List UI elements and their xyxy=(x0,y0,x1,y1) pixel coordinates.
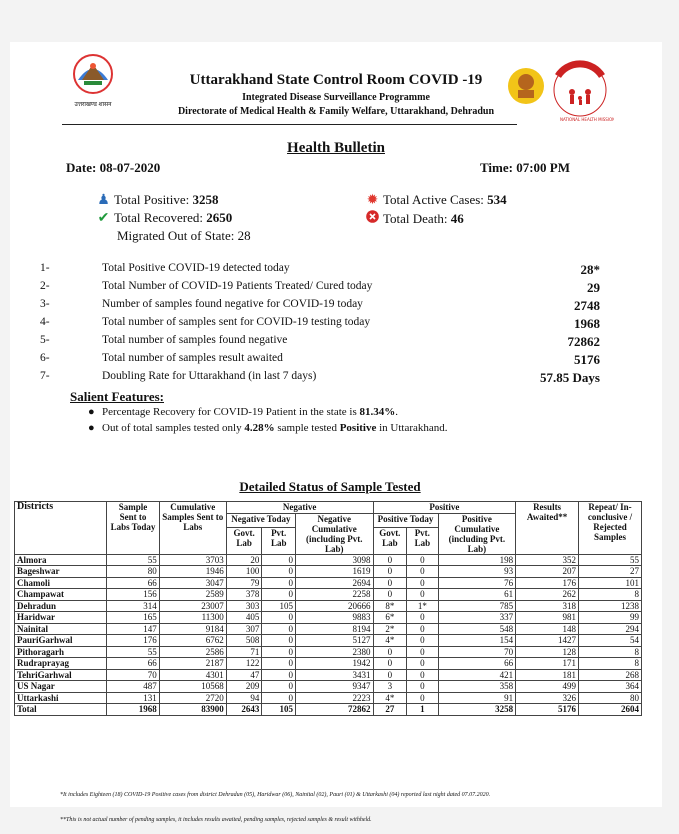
table-row xyxy=(15,554,642,566)
table-cell: 0 xyxy=(373,658,407,670)
table-cell: 105 xyxy=(262,600,296,612)
table-cell: 2589 xyxy=(159,589,226,601)
list-value: 2748 xyxy=(574,298,600,313)
footnote-1: *It includes Eighteen (18) COVID-19 Positive cases from district Dehradun (05), Haridwar (06), Nainital (02), Pauri (01) & Uttarkashi (04) reported last night dated 07.07.2020. xyxy=(60,792,491,798)
table-cell: 66 xyxy=(107,658,159,670)
header-title: Uttarakhand State Control Room COVID -19 xyxy=(189,72,483,88)
table-cell: 1968 xyxy=(107,704,159,716)
table-cell: 0 xyxy=(262,577,296,589)
list-label: Total number of samples result awaited xyxy=(102,352,283,364)
table-cell: 165 xyxy=(107,612,159,624)
table-cell: 262 xyxy=(516,589,579,601)
table-cell: 5176 xyxy=(516,704,579,716)
table-cell: 181 xyxy=(516,669,579,681)
table-row xyxy=(15,635,642,647)
list-label: Total Number of COVID-19 Patients Treated/ Cured today xyxy=(102,280,373,292)
sample-status-table xyxy=(14,501,642,716)
table-cell: 0 xyxy=(407,623,438,635)
table-cell: 3 xyxy=(373,681,407,693)
table-row xyxy=(15,669,642,681)
table-cell: 337 xyxy=(438,612,516,624)
list-value: 72862 xyxy=(567,334,600,349)
list-item xyxy=(40,334,600,352)
table-cell: 326 xyxy=(516,692,579,704)
table-cell: 71 xyxy=(226,646,262,658)
list-value: 28* xyxy=(580,262,600,277)
total-positive xyxy=(96,192,219,209)
col-pos-pvt-lab: Pvt. Lab xyxy=(407,528,438,555)
col-pos-govt-lab: Govt. Lab xyxy=(373,528,407,555)
col-repeat: Repeat/ In-conclusive / Rejected Samples xyxy=(579,502,642,555)
table-cell: 5127 xyxy=(295,635,373,647)
table-cell: 91 xyxy=(438,692,516,704)
district-name: Dehradun xyxy=(15,600,107,612)
table-cell: 268 xyxy=(579,669,642,681)
bulletin-heading: Health Bulletin xyxy=(287,140,385,156)
table-cell: 93 xyxy=(438,566,516,578)
list-value: 1968 xyxy=(574,316,600,331)
table-row xyxy=(15,623,642,635)
header-subtitle: Integrated Disease Surveillance Programme xyxy=(242,92,430,103)
bulletin-date: Date: 08-07-2020 xyxy=(66,160,161,175)
table-cell: 20666 xyxy=(295,600,373,612)
table-cell: 176 xyxy=(516,577,579,589)
table-cell: 0 xyxy=(373,566,407,578)
table-cell: 2694 xyxy=(295,577,373,589)
footnote-2: **This is not actual number of pending samples, it includes results awaited, pending samples, rejected samples & result withheld. xyxy=(60,817,372,823)
table-cell: 303 xyxy=(226,600,262,612)
list-label: Total number of samples found negative xyxy=(102,334,288,346)
table-cell: 20 xyxy=(226,554,262,566)
table-cell: 0 xyxy=(262,623,296,635)
table-cell: 147 xyxy=(107,623,159,635)
table-cell: 487 xyxy=(107,681,159,693)
table-cell: 128 xyxy=(516,646,579,658)
table-cell: 1* xyxy=(407,600,438,612)
table-row xyxy=(15,600,642,612)
table-cell: 209 xyxy=(226,681,262,693)
table-cell: 122 xyxy=(226,658,262,670)
header-divider xyxy=(62,124,517,125)
table-row xyxy=(15,658,642,670)
person-add-icon: ♟ xyxy=(97,193,110,208)
table-cell: 176 xyxy=(107,635,159,647)
list-label: Doubling Rate for Uttarakhand (in last 7 days) xyxy=(102,370,317,382)
table-cell: 0 xyxy=(407,577,438,589)
table-cell: 0 xyxy=(373,669,407,681)
table-cell: 131 xyxy=(107,692,159,704)
list-number: 1- xyxy=(40,262,50,274)
table-cell: 61 xyxy=(438,589,516,601)
table-cell: 0 xyxy=(407,554,438,566)
col-positive-today: Positive Today xyxy=(373,513,438,528)
total-recovered xyxy=(96,210,232,227)
bulletin-page xyxy=(10,42,662,823)
table-cell: 3258 xyxy=(438,704,516,716)
table-cell: 79 xyxy=(226,577,262,589)
total-death-label: Total Death: xyxy=(383,211,451,226)
table-cell: 9883 xyxy=(295,612,373,624)
table-cell: 981 xyxy=(516,612,579,624)
list-value: 57.85 Days xyxy=(540,370,600,385)
col-sample-sent: Sample Sent to Labs Today xyxy=(107,502,159,555)
table-cell: 171 xyxy=(516,658,579,670)
table-cell: 66 xyxy=(438,658,516,670)
table-cell: 83900 xyxy=(159,704,226,716)
list-item xyxy=(40,262,600,280)
emblem-caption: उत्तराखण्ड शासन xyxy=(74,102,112,108)
list-number: 2- xyxy=(40,280,50,292)
table-row xyxy=(15,577,642,589)
list-value: 5176 xyxy=(574,352,600,367)
salient-item: ● Percentage Recovery for COVID-19 Patient in the state is 81.34%. xyxy=(88,406,399,418)
table-cell: 3703 xyxy=(159,554,226,566)
table-cell: 3098 xyxy=(295,554,373,566)
table-cell: 8* xyxy=(373,600,407,612)
col-cumulative: Cumulative Samples Sent to Labs xyxy=(159,502,226,555)
header-directorate: Directorate of Medical Health & Family Welfare, Uttarakhand, Dehradun xyxy=(177,106,495,117)
table-cell: 2720 xyxy=(159,692,226,704)
table-cell: 105 xyxy=(262,704,296,716)
table-cell: 358 xyxy=(438,681,516,693)
table-cell: 378 xyxy=(226,589,262,601)
list-item xyxy=(40,370,600,388)
table-cell: 1238 xyxy=(579,600,642,612)
list-number: 6- xyxy=(40,352,50,364)
table-cell: 99 xyxy=(579,612,642,624)
table-cell: 0 xyxy=(407,589,438,601)
table-cell: 2586 xyxy=(159,646,226,658)
table-cell: 9347 xyxy=(295,681,373,693)
table-cell: 2* xyxy=(373,623,407,635)
total-positive-value: 3258 xyxy=(192,192,219,207)
table-cell: 6* xyxy=(373,612,407,624)
table-cell: 8 xyxy=(579,646,642,658)
table-cell: 364 xyxy=(579,681,642,693)
table-cell: 27 xyxy=(373,704,407,716)
table-cell: 8 xyxy=(579,658,642,670)
total-positive-label: Total Positive: xyxy=(114,192,193,207)
nhm-logos xyxy=(502,46,614,132)
table-cell: 0 xyxy=(373,554,407,566)
table-cell: 2380 xyxy=(295,646,373,658)
list-label: Total Positive COVID-19 detected today xyxy=(102,262,290,274)
table-cell: 785 xyxy=(438,600,516,612)
total-active-label: Total Active Cases: xyxy=(383,192,488,207)
salient-heading: Salient Features: xyxy=(70,389,164,404)
table-cell: 0 xyxy=(262,635,296,647)
salient-item: ● Out of total samples tested only 4.28% sample tested Positive in Uttarakhand. xyxy=(88,422,448,434)
table-cell: 0 xyxy=(407,658,438,670)
table-cell: 207 xyxy=(516,566,579,578)
table-row xyxy=(15,612,642,624)
table-cell: 3047 xyxy=(159,577,226,589)
district-name: Uttarkashi xyxy=(15,692,107,704)
table-cell: 352 xyxy=(516,554,579,566)
table-cell: 4* xyxy=(373,635,407,647)
table-cell: 2223 xyxy=(295,692,373,704)
table-cell: 66 xyxy=(107,577,159,589)
table-cell: 72862 xyxy=(295,704,373,716)
table-cell: 100 xyxy=(226,566,262,578)
total-active-value: 534 xyxy=(487,192,507,207)
table-cell: 27 xyxy=(579,566,642,578)
total-active xyxy=(365,192,507,209)
table-cell: 1942 xyxy=(295,658,373,670)
table-cell: 70 xyxy=(438,646,516,658)
col-districts: Districts xyxy=(15,502,107,555)
table-row xyxy=(15,589,642,601)
table-cell: 405 xyxy=(226,612,262,624)
list-number: 3- xyxy=(40,298,50,310)
col-positive: Positive xyxy=(373,502,516,514)
stats-list xyxy=(40,262,600,388)
table-cell: 0 xyxy=(262,566,296,578)
table-cell: 0 xyxy=(407,566,438,578)
table-cell: 0 xyxy=(262,692,296,704)
table-cell: 0 xyxy=(262,589,296,601)
total-row xyxy=(15,704,642,716)
table-cell: 0 xyxy=(407,692,438,704)
table-row xyxy=(15,646,642,658)
table-cell: 54 xyxy=(579,635,642,647)
table-cell: 0 xyxy=(407,669,438,681)
bulletin-time: Time: 07:00 PM xyxy=(480,160,571,175)
table-cell: 70 xyxy=(107,669,159,681)
district-name: Haridwar xyxy=(15,612,107,624)
table-cell: 0 xyxy=(262,669,296,681)
table-cell: 23007 xyxy=(159,600,226,612)
list-item xyxy=(40,280,600,298)
col-negative-today: Negative Today xyxy=(226,513,295,528)
table-row xyxy=(15,681,642,693)
table-cell: 0 xyxy=(262,646,296,658)
table-cell: 314 xyxy=(107,600,159,612)
list-number: 7- xyxy=(40,370,50,382)
table-cell: 0 xyxy=(407,681,438,693)
table-cell: 9184 xyxy=(159,623,226,635)
table-cell: 101 xyxy=(579,577,642,589)
list-item xyxy=(40,298,600,316)
table-cell: 0 xyxy=(407,646,438,658)
bullet-icon: ● xyxy=(88,406,95,418)
table-cell: 1427 xyxy=(516,635,579,647)
col-negative: Negative xyxy=(226,502,373,514)
district-name: Chamoli xyxy=(15,577,107,589)
table-cell: 10568 xyxy=(159,681,226,693)
list-label: Number of samples found negative for COVID-19 today xyxy=(102,298,363,310)
table-cell: 55 xyxy=(107,554,159,566)
list-number: 5- xyxy=(40,334,50,346)
district-name: Pithoragarh xyxy=(15,646,107,658)
table-cell: 148 xyxy=(516,623,579,635)
list-item xyxy=(40,316,600,334)
table-cell: 499 xyxy=(516,681,579,693)
table-cell: 4301 xyxy=(159,669,226,681)
table-cell: 6762 xyxy=(159,635,226,647)
district-name: PauriGarhwal xyxy=(15,635,107,647)
list-number: 4- xyxy=(40,316,50,328)
table-cell: 0 xyxy=(373,646,407,658)
table-cell: 0 xyxy=(373,589,407,601)
table-cell: 2643 xyxy=(226,704,262,716)
virus-icon: ✹ xyxy=(366,193,379,208)
table-cell: 548 xyxy=(438,623,516,635)
district-name: Nainital xyxy=(15,623,107,635)
list-value: 29 xyxy=(587,280,600,295)
table-cell: 198 xyxy=(438,554,516,566)
table-cell: 154 xyxy=(438,635,516,647)
checkmark-icon: ✔ xyxy=(97,211,110,226)
cross-circle-icon xyxy=(365,210,380,228)
table-cell: 0 xyxy=(262,658,296,670)
table-row xyxy=(15,566,642,578)
table-cell: 0 xyxy=(262,554,296,566)
table-cell: 0 xyxy=(262,681,296,693)
list-item xyxy=(40,352,600,370)
district-name: Bageshwar xyxy=(15,566,107,578)
table-title: Detailed Status of Sample Tested xyxy=(239,479,421,494)
table-cell: 94 xyxy=(226,692,262,704)
table-cell: 4* xyxy=(373,692,407,704)
table-cell: 318 xyxy=(516,600,579,612)
table-cell: 421 xyxy=(438,669,516,681)
col-positive-cumulative: Positive Cumulative (including Pvt. Lab) xyxy=(438,513,516,554)
table-cell: 0 xyxy=(407,635,438,647)
list-label: Total number of samples sent for COVID-19 testing today xyxy=(102,316,371,328)
table-cell: 294 xyxy=(579,623,642,635)
nhm-caption: NATIONAL HEALTH MISSION xyxy=(560,117,614,122)
table-cell: 508 xyxy=(226,635,262,647)
table-cell: 0 xyxy=(262,612,296,624)
district-name: TehriGarhwal xyxy=(15,669,107,681)
table-cell: 0 xyxy=(373,577,407,589)
total-recovered-value: 2650 xyxy=(206,210,233,225)
table-cell: 1619 xyxy=(295,566,373,578)
migrated-out: Migrated Out of State: 28 xyxy=(117,228,251,243)
table-cell: 55 xyxy=(107,646,159,658)
table-cell: 2604 xyxy=(579,704,642,716)
bullet-icon: ● xyxy=(88,422,95,434)
col-neg-govt-lab: Govt. Lab xyxy=(226,528,262,555)
table-row xyxy=(15,692,642,704)
table-cell: 0 xyxy=(407,612,438,624)
total-recovered-label: Total Recovered: xyxy=(114,210,207,225)
district-name: Almora xyxy=(15,554,107,566)
table-cell: 55 xyxy=(579,554,642,566)
table-cell: 8194 xyxy=(295,623,373,635)
table-body xyxy=(15,554,642,715)
table-cell: 307 xyxy=(226,623,262,635)
total-death xyxy=(365,210,464,228)
table-cell: 2258 xyxy=(295,589,373,601)
table-cell: 11300 xyxy=(159,612,226,624)
table-cell: 80 xyxy=(107,566,159,578)
table-cell: 8 xyxy=(579,589,642,601)
col-results-awaited: Results Awaited** xyxy=(516,502,579,555)
table-cell: 1946 xyxy=(159,566,226,578)
table-cell: 76 xyxy=(438,577,516,589)
table-cell: 1 xyxy=(407,704,438,716)
district-name: Rudraprayag xyxy=(15,658,107,670)
table-cell: 80 xyxy=(579,692,642,704)
table-cell: 2187 xyxy=(159,658,226,670)
district-name: Champawat xyxy=(15,589,107,601)
col-neg-pvt-lab: Pvt. Lab xyxy=(262,528,296,555)
table-cell: 156 xyxy=(107,589,159,601)
table-cell: 3431 xyxy=(295,669,373,681)
total-death-value: 46 xyxy=(450,211,464,226)
table-cell: 47 xyxy=(226,669,262,681)
district-name: Total xyxy=(15,704,107,716)
col-negative-cumulative: Negative Cumulative (including Pvt. Lab) xyxy=(295,513,373,554)
district-name: US Nagar xyxy=(15,681,107,693)
